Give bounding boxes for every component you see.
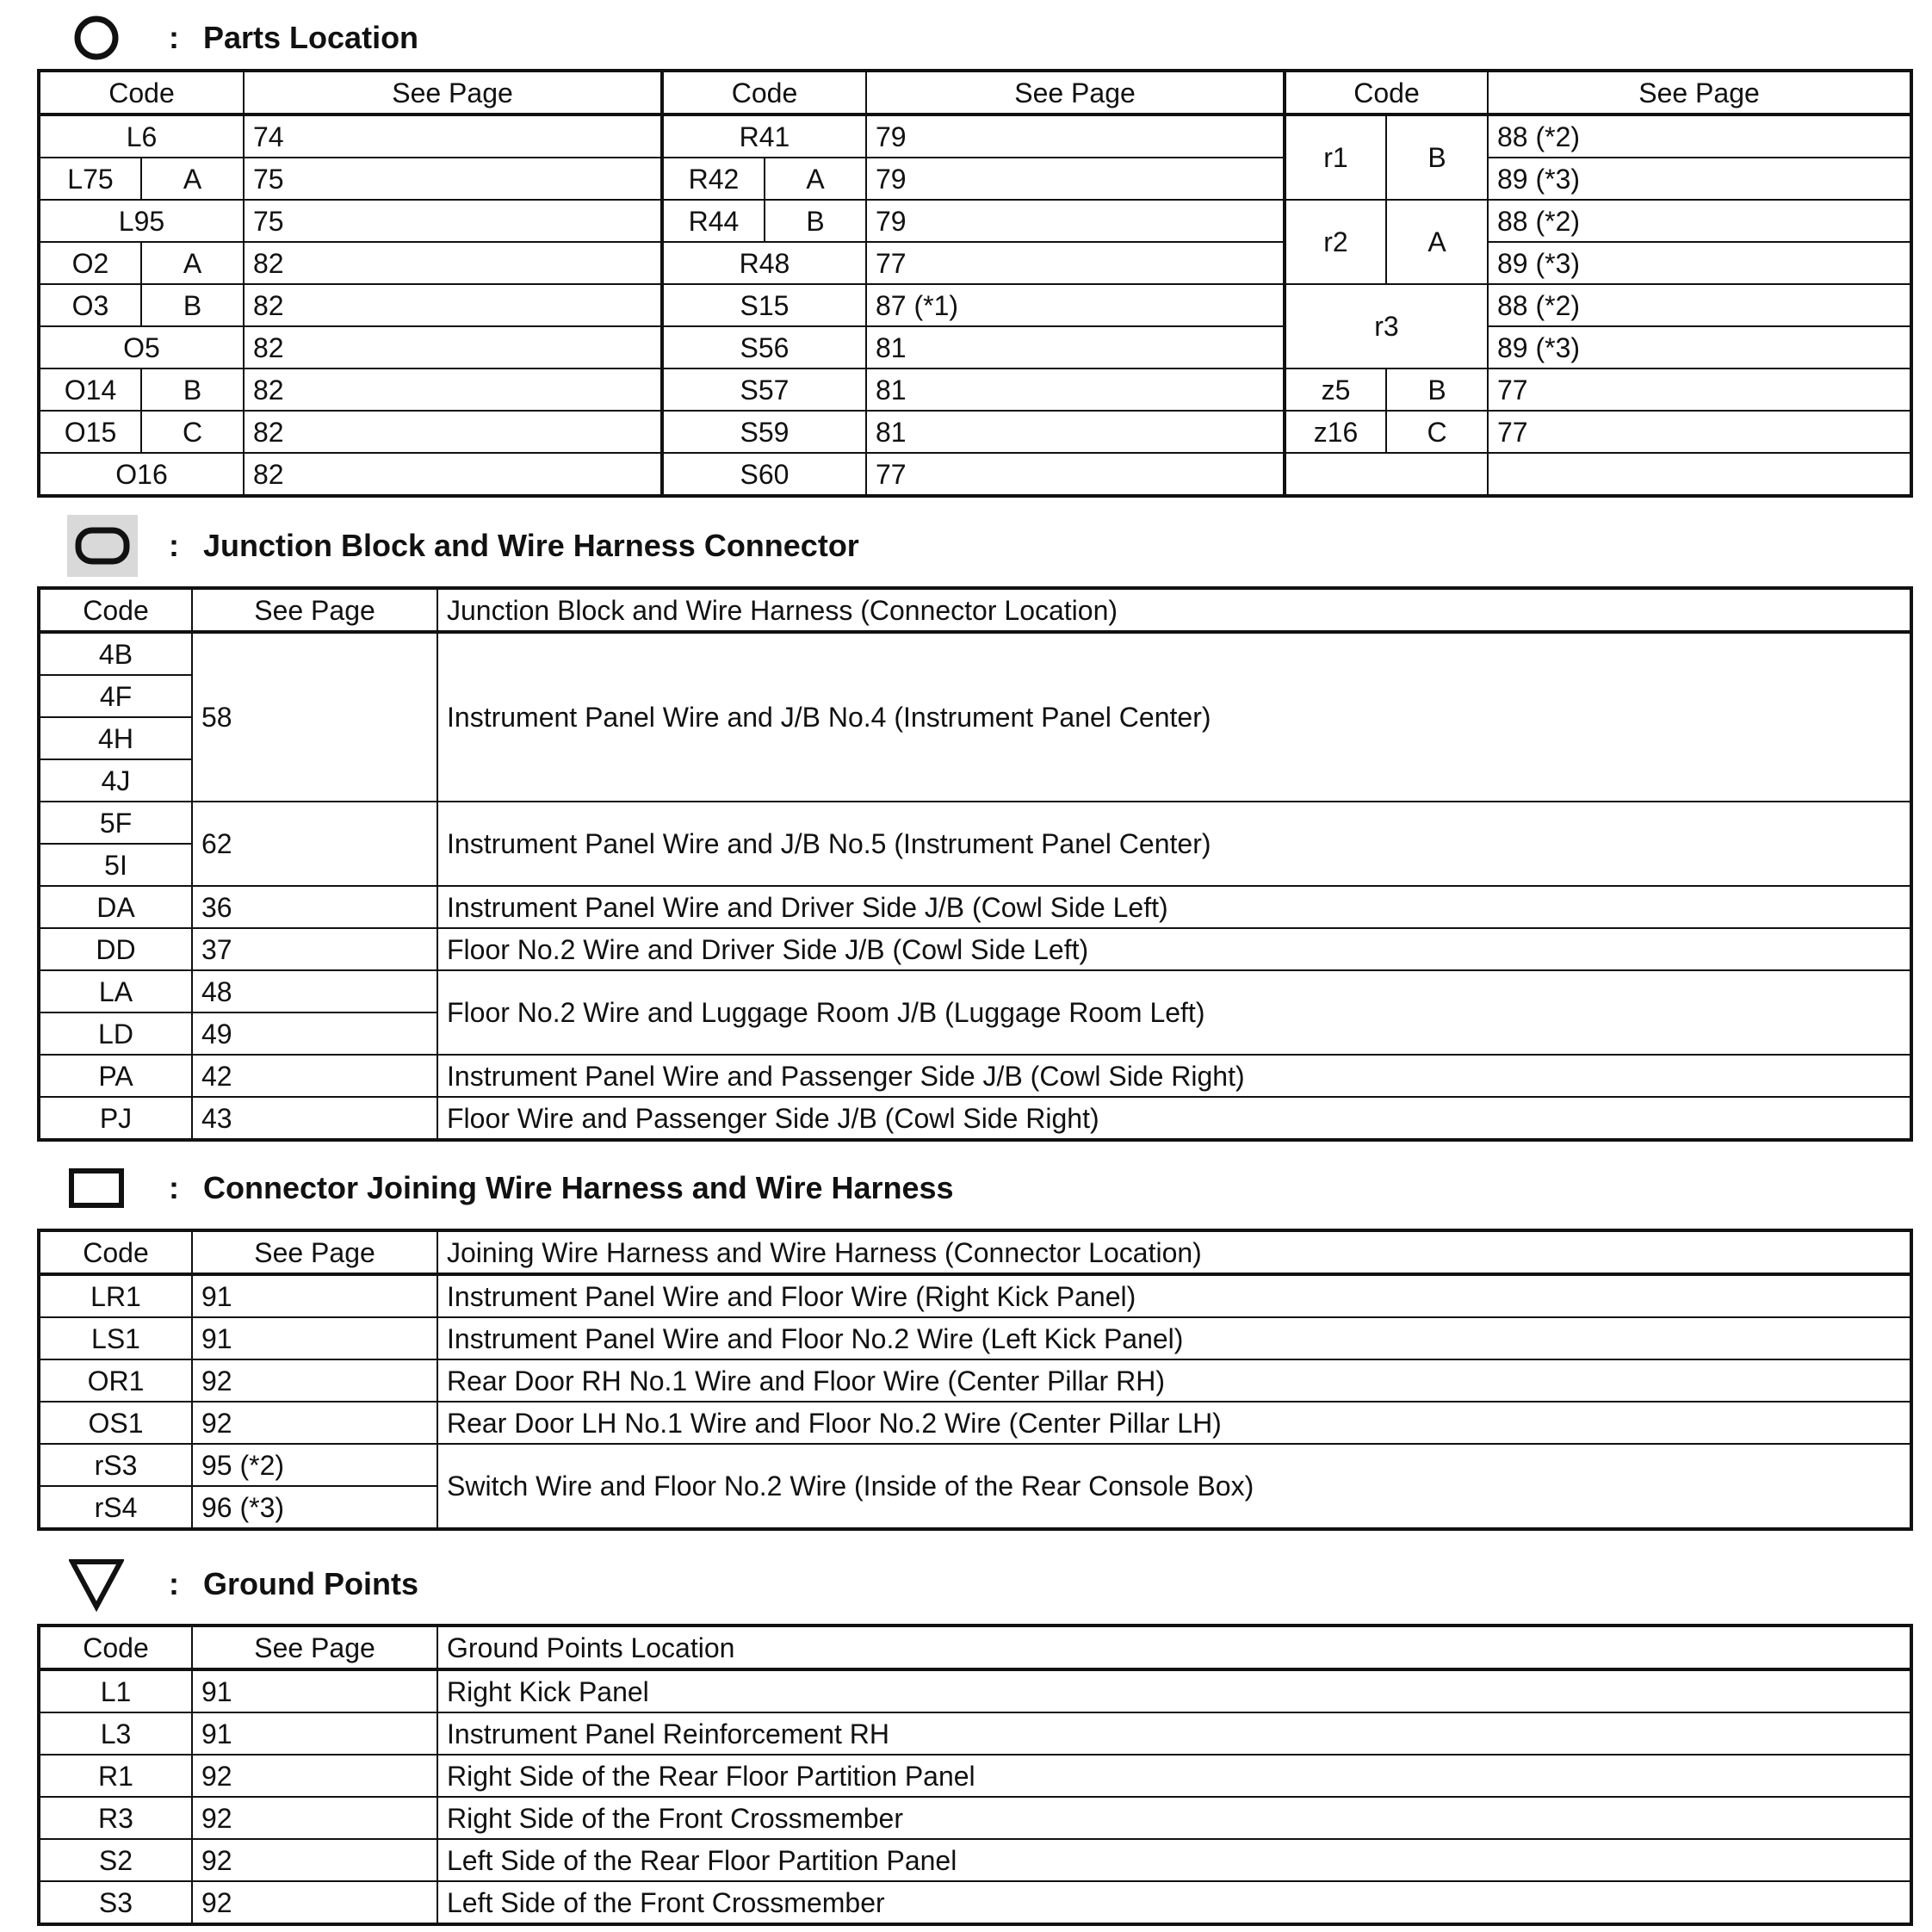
code-cell: DA [39, 886, 192, 928]
page-cell: 58 [192, 632, 437, 802]
connector-joining-table [37, 1229, 1913, 1531]
page-cell: 77 [866, 242, 1285, 284]
col-header-see-page: See Page [866, 71, 1285, 115]
page-cell: 91 [192, 1317, 437, 1359]
section-title: Parts Location [203, 20, 419, 55]
page-cell: 77 [1488, 411, 1911, 453]
triangle-down-icon [69, 1557, 124, 1612]
table-row [39, 200, 1911, 242]
col-header-code: Code [39, 1625, 192, 1669]
col-header-code: Code [39, 71, 244, 115]
code-cell: R41 [662, 115, 866, 158]
page-cell: 75 [244, 158, 662, 200]
code-cell: 5F [39, 802, 192, 844]
empty-cell [1285, 453, 1488, 496]
page-cell: 89 (*3) [1488, 326, 1911, 368]
page-cell: 81 [866, 411, 1285, 453]
col-header-see-page: See Page [192, 1625, 437, 1669]
page-cell: 92 [192, 1881, 437, 1924]
col-header-location: Joining Wire Harness and Wire Harness (Connector Location) [437, 1230, 1911, 1274]
page-cell: 89 (*3) [1488, 242, 1911, 284]
table-row [39, 632, 1911, 675]
table-row [39, 115, 1911, 158]
code-cell: 4B [39, 632, 192, 675]
table-row [39, 1317, 1911, 1359]
code-cell: R1 [39, 1755, 192, 1797]
page-cell: 82 [244, 284, 662, 326]
page-cell: 77 [1488, 368, 1911, 411]
page-cell: 92 [192, 1402, 437, 1444]
code-cell: O5 [39, 326, 244, 368]
code-cell: r1 [1285, 115, 1386, 200]
page-cell: 79 [866, 115, 1285, 158]
code-cell: O14 [39, 368, 141, 411]
location-cell: Instrument Panel Wire and Floor No.2 Wire (Left Kick Panel) [437, 1317, 1911, 1359]
table-row [39, 970, 1911, 1012]
code-cell: z5 [1285, 368, 1386, 411]
col-header-see-page: See Page [1488, 71, 1911, 115]
table-row [39, 886, 1911, 928]
table-header-row [39, 1230, 1911, 1274]
page-cell: 82 [244, 453, 662, 496]
table-row [39, 802, 1911, 844]
page-cell: 74 [244, 115, 662, 158]
page-cell: 95 (*2) [192, 1444, 437, 1486]
code-cell: O2 [39, 242, 141, 284]
page-cell: 43 [192, 1097, 437, 1140]
location-cell: Floor No.2 Wire and Driver Side J/B (Cowl Side Left) [437, 928, 1911, 970]
circle-icon [69, 10, 124, 65]
sub-code-cell: C [1386, 411, 1488, 453]
code-cell: 4J [39, 759, 192, 802]
section-title: Connector Joining Wire Harness and Wire Harness [203, 1170, 954, 1205]
table-header-row [39, 588, 1911, 632]
col-header-see-page: See Page [192, 588, 437, 632]
page-cell: 82 [244, 411, 662, 453]
table-header-row [39, 71, 1911, 115]
code-cell: L75 [39, 158, 141, 200]
code-cell: S57 [662, 368, 866, 411]
code-cell: DD [39, 928, 192, 970]
page-cell: 91 [192, 1274, 437, 1317]
page-cell: 42 [192, 1055, 437, 1097]
location-cell: Instrument Panel Wire and Driver Side J/B (Cowl Side Left) [437, 886, 1911, 928]
parts-location-header [69, 3, 418, 72]
section-title: Junction Block and Wire Harness Connector [203, 528, 859, 563]
sub-code-cell: B [765, 200, 866, 242]
page-cell: 37 [192, 928, 437, 970]
code-cell: O3 [39, 284, 141, 326]
table-row [39, 242, 1911, 284]
code-cell: L6 [39, 115, 244, 158]
sub-code-cell: A [141, 242, 244, 284]
location-cell: Instrument Panel Wire and J/B No.4 (Instrument Panel Center) [437, 632, 1911, 802]
page-cell: 82 [244, 242, 662, 284]
ground-points-header [69, 1550, 418, 1619]
col-header-code: Code [1285, 71, 1488, 115]
page-cell: 92 [192, 1839, 437, 1881]
page-cell: 81 [866, 326, 1285, 368]
code-cell: r2 [1285, 200, 1386, 284]
col-header-see-page: See Page [192, 1230, 437, 1274]
table-row [39, 1359, 1911, 1402]
table-row [39, 1055, 1911, 1097]
code-cell: L3 [39, 1712, 192, 1755]
location-cell: Rear Door RH No.1 Wire and Floor Wire (Center Pillar RH) [437, 1359, 1911, 1402]
page-cell: 88 (*2) [1488, 200, 1911, 242]
page-cell: 62 [192, 802, 437, 886]
table-row [39, 1881, 1911, 1924]
code-cell: r3 [1285, 284, 1488, 368]
parts-location-table [37, 69, 1913, 498]
page-cell: 92 [192, 1797, 437, 1839]
location-cell: Instrument Panel Wire and Passenger Side J/B (Cowl Side Right) [437, 1055, 1911, 1097]
col-header-code: Code [39, 1230, 192, 1274]
page-cell: 82 [244, 326, 662, 368]
code-cell: 5I [39, 844, 192, 886]
location-cell: Floor Wire and Passenger Side J/B (Cowl Side Right) [437, 1097, 1911, 1140]
table-row [39, 158, 1911, 200]
code-cell: R42 [662, 158, 765, 200]
page-cell: 48 [192, 970, 437, 1012]
page-cell: 88 (*2) [1488, 115, 1911, 158]
sub-code-cell: C [141, 411, 244, 453]
code-cell: O15 [39, 411, 141, 453]
code-cell: L1 [39, 1669, 192, 1712]
page-cell: 79 [866, 158, 1285, 200]
location-cell: Right Side of the Rear Floor Partition Panel [437, 1755, 1911, 1797]
page-cell: 75 [244, 200, 662, 242]
page-cell: 89 (*3) [1488, 158, 1911, 200]
section-title: Ground Points [203, 1566, 418, 1601]
code-cell: z16 [1285, 411, 1386, 453]
sub-code-cell: A [765, 158, 866, 200]
table-row [39, 1755, 1911, 1797]
page-cell: 92 [192, 1755, 437, 1797]
sub-code-cell: B [141, 284, 244, 326]
code-cell: R48 [662, 242, 866, 284]
sub-code-cell: B [1386, 115, 1488, 200]
table-row [39, 928, 1911, 970]
code-cell: LS1 [39, 1317, 192, 1359]
location-cell: Rear Door LH No.1 Wire and Floor No.2 Wire (Center Pillar LH) [437, 1402, 1911, 1444]
table-row [39, 284, 1911, 326]
page-cell: 81 [866, 368, 1285, 411]
location-cell: Left Side of the Front Crossmember [437, 1881, 1911, 1924]
page-cell: 91 [192, 1669, 437, 1712]
code-cell: S59 [662, 411, 866, 453]
table-row [39, 1097, 1911, 1140]
section-colon: : [169, 1170, 179, 1205]
section-colon: : [169, 20, 179, 55]
section-colon: : [169, 1566, 179, 1601]
table-row [39, 411, 1911, 453]
code-cell: 4F [39, 675, 192, 717]
table-row [39, 1797, 1911, 1839]
location-cell: Floor No.2 Wire and Luggage Room J/B (Luggage Room Left) [437, 970, 1911, 1055]
table-row [39, 1444, 1911, 1486]
table-row [39, 1274, 1911, 1317]
junction-block-table [37, 586, 1913, 1142]
code-cell: 4H [39, 717, 192, 759]
sub-code-cell: A [141, 158, 244, 200]
code-cell: S56 [662, 326, 866, 368]
code-cell: S60 [662, 453, 866, 496]
sub-code-cell: A [1386, 200, 1488, 284]
location-cell: Switch Wire and Floor No.2 Wire (Inside of the Rear Console Box) [437, 1444, 1911, 1529]
table-header-row [39, 1625, 1911, 1669]
code-cell: PA [39, 1055, 192, 1097]
table-row [39, 368, 1911, 411]
connector-joining-header [69, 1154, 954, 1223]
location-cell: Right Side of the Front Crossmember [437, 1797, 1911, 1839]
junction-block-header [69, 511, 859, 580]
table-row [39, 1669, 1911, 1712]
table-row [39, 1402, 1911, 1444]
code-cell: OS1 [39, 1402, 192, 1444]
page-cell: 91 [192, 1712, 437, 1755]
location-cell: Instrument Panel Reinforcement RH [437, 1712, 1911, 1755]
location-cell: Instrument Panel Wire and Floor Wire (Right Kick Panel) [437, 1274, 1911, 1317]
sub-code-cell: B [1386, 368, 1488, 411]
table-row [39, 1839, 1911, 1881]
code-cell: S3 [39, 1881, 192, 1924]
code-cell: O16 [39, 453, 244, 496]
page-cell: 96 (*3) [192, 1486, 437, 1529]
col-header-location: Junction Block and Wire Harness (Connector Location) [437, 588, 1911, 632]
code-cell: S15 [662, 284, 866, 326]
page-cell: 87 (*1) [866, 284, 1285, 326]
code-cell: LA [39, 970, 192, 1012]
col-header-see-page: See Page [244, 71, 662, 115]
page-cell: 92 [192, 1359, 437, 1402]
code-cell: L95 [39, 200, 244, 242]
code-cell: R3 [39, 1797, 192, 1839]
rectangle-icon [69, 1161, 124, 1216]
code-cell: PJ [39, 1097, 192, 1140]
table-row [39, 326, 1911, 368]
code-cell: R44 [662, 200, 765, 242]
code-cell: S2 [39, 1839, 192, 1881]
location-cell: Right Kick Panel [437, 1669, 1911, 1712]
col-header-location: Ground Points Location [437, 1625, 1911, 1669]
location-cell: Left Side of the Rear Floor Partition Panel [437, 1839, 1911, 1881]
table-row [39, 1712, 1911, 1755]
location-cell: Instrument Panel Wire and J/B No.5 (Instrument Panel Center) [437, 802, 1911, 886]
page-cell: 79 [866, 200, 1285, 242]
section-colon: : [169, 528, 179, 563]
ground-points-table [37, 1624, 1913, 1926]
page-cell: 82 [244, 368, 662, 411]
col-header-code: Code [662, 71, 866, 115]
rounded-rectangle-icon [67, 515, 138, 577]
page-cell: 77 [866, 453, 1285, 496]
sub-code-cell: B [141, 368, 244, 411]
empty-cell [1488, 453, 1911, 496]
table-row [39, 453, 1911, 496]
page-cell: 49 [192, 1012, 437, 1055]
code-cell: OR1 [39, 1359, 192, 1402]
page-cell: 36 [192, 886, 437, 928]
code-cell: rS3 [39, 1444, 192, 1486]
code-cell: LR1 [39, 1274, 192, 1317]
code-cell: rS4 [39, 1486, 192, 1529]
col-header-code: Code [39, 588, 192, 632]
page-cell: 88 (*2) [1488, 284, 1911, 326]
code-cell: LD [39, 1012, 192, 1055]
